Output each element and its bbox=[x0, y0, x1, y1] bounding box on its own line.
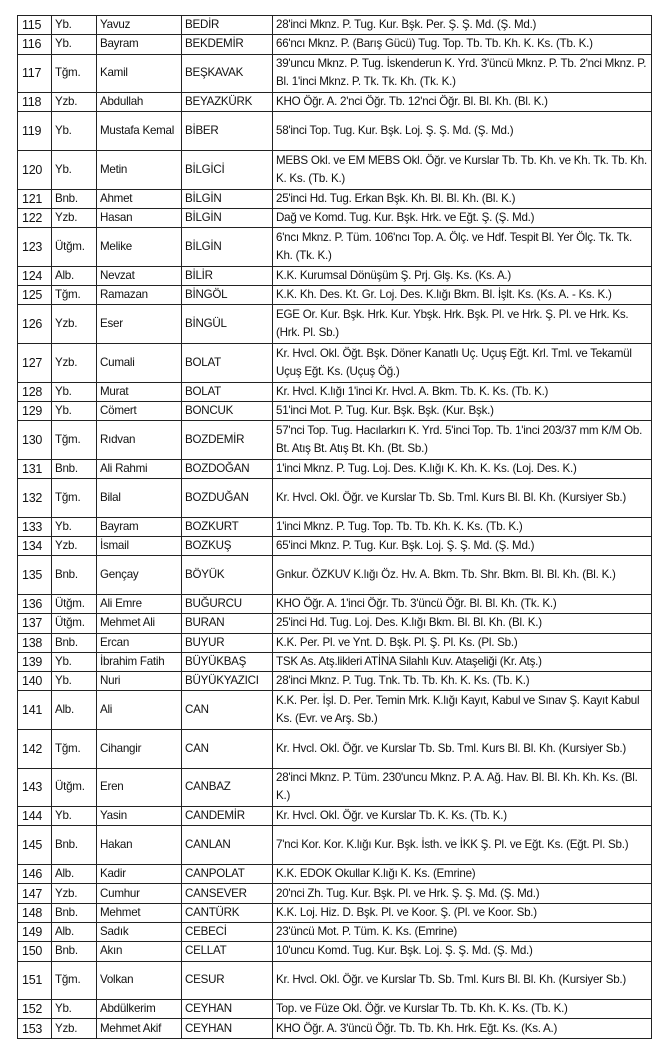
rank-cell: Yzb. bbox=[52, 1019, 97, 1038]
table-row bbox=[18, 305, 652, 344]
row-number: 126 bbox=[18, 305, 52, 344]
surname-cell: CANSEVER bbox=[182, 884, 273, 903]
first-name-cell: Kamil bbox=[97, 54, 182, 93]
surname-cell: BEDİR bbox=[182, 16, 273, 35]
rank-cell: Yb. bbox=[52, 112, 97, 151]
surname-cell: CAN bbox=[182, 729, 273, 768]
rank-cell: Bnb. bbox=[52, 556, 97, 595]
table-row bbox=[18, 151, 652, 190]
first-name-cell: Bilal bbox=[97, 479, 182, 518]
rank-cell: Ütğm. bbox=[52, 228, 97, 267]
surname-cell: BURAN bbox=[182, 614, 273, 633]
rank-cell: Yb. bbox=[52, 382, 97, 401]
rank-cell: Ütğm. bbox=[52, 768, 97, 807]
rank-cell: Tğm. bbox=[52, 479, 97, 518]
first-name-cell: Metin bbox=[97, 151, 182, 190]
row-number: 144 bbox=[18, 807, 52, 826]
first-name-cell: Hasan bbox=[97, 208, 182, 227]
table-row bbox=[18, 768, 652, 807]
rank-cell: Bnb. bbox=[52, 942, 97, 961]
personnel-table bbox=[17, 15, 652, 1039]
row-number: 125 bbox=[18, 286, 52, 305]
rank-cell: Ütğm. bbox=[52, 594, 97, 613]
first-name-cell: İbrahim Fatih bbox=[97, 652, 182, 671]
table-row bbox=[18, 903, 652, 922]
table-row bbox=[18, 942, 652, 961]
surname-cell: BÜYÜKBAŞ bbox=[182, 652, 273, 671]
surname-cell: BÖYÜK bbox=[182, 556, 273, 595]
row-number: 141 bbox=[18, 691, 52, 730]
row-number: 122 bbox=[18, 208, 52, 227]
assignment-cell: 7'nci Kor. Kor. K.lığı Kur. Bşk. İsth. ve İKK Ş. Pl. ve Eğt. Ks. (Eğt. Pl. Sb.) bbox=[273, 826, 652, 865]
row-number: 129 bbox=[18, 401, 52, 420]
surname-cell: CANBAZ bbox=[182, 768, 273, 807]
assignment-cell: Kr. Hvcl. Okl. Öğt. Bşk. Döner Kanatlı Uç. Uçuş Eğt. Krl. Tml. ve Tekamül Uçuş Eğt. Ks. (Uçuş Öğ.) bbox=[273, 344, 652, 383]
first-name-cell: İsmail bbox=[97, 537, 182, 556]
first-name-cell: Cumhur bbox=[97, 884, 182, 903]
assignment-cell: KHO Öğr. A. 1'inci Öğr. Tb. 3'üncü Öğr. Bl. Bl. Kh. (Tk. K.) bbox=[273, 594, 652, 613]
table-row bbox=[18, 614, 652, 633]
row-number: 139 bbox=[18, 652, 52, 671]
assignment-cell: K.K. Kurumsal Dönüşüm Ş. Prj. Glş. Ks. (Ks. A.) bbox=[273, 266, 652, 285]
row-number: 115 bbox=[18, 16, 52, 35]
surname-cell: BOLAT bbox=[182, 344, 273, 383]
first-name-cell: Cumali bbox=[97, 344, 182, 383]
assignment-cell: KHO Öğr. A. 3'üncü Öğr. Tb. Tb. Kh. Hrk. Eğt. Ks. (Ks. A.) bbox=[273, 1019, 652, 1038]
first-name-cell: Eser bbox=[97, 305, 182, 344]
rank-cell: Bnb. bbox=[52, 633, 97, 652]
assignment-cell: Kr. Hvcl. K.lığı 1'inci Kr. Hvcl. A. Bkm. Tb. K. Ks. (Tb. K.) bbox=[273, 382, 652, 401]
row-number: 119 bbox=[18, 112, 52, 151]
row-number: 132 bbox=[18, 479, 52, 518]
row-number: 150 bbox=[18, 942, 52, 961]
assignment-cell: KHO Öğr. A. 2'nci Öğr. Tb. 12'nci Öğr. Bl. Bl. Kh. (Bl. K.) bbox=[273, 93, 652, 112]
surname-cell: BOZDUĞAN bbox=[182, 479, 273, 518]
row-number: 134 bbox=[18, 537, 52, 556]
first-name-cell: Rıdvan bbox=[97, 421, 182, 460]
assignment-cell: 20'nci Zh. Tug. Kur. Bşk. Pl. ve Hrk. Ş. Ş. Md. (Ş. Md.) bbox=[273, 884, 652, 903]
first-name-cell: Kadir bbox=[97, 865, 182, 884]
first-name-cell: Hakan bbox=[97, 826, 182, 865]
surname-cell: BEŞKAVAK bbox=[182, 54, 273, 93]
surname-cell: BOZDOĞAN bbox=[182, 459, 273, 478]
surname-cell: BİNGÖL bbox=[182, 286, 273, 305]
table-row bbox=[18, 228, 652, 267]
row-number: 118 bbox=[18, 93, 52, 112]
rank-cell: Tğm. bbox=[52, 961, 97, 1000]
assignment-cell: Top. ve Füze Okl. Öğr. ve Kurslar Tb. Tb. Kh. K. Ks. (Tb. K.) bbox=[273, 1000, 652, 1019]
table-row bbox=[18, 1019, 652, 1038]
surname-cell: CEBECİ bbox=[182, 922, 273, 941]
table-row bbox=[18, 691, 652, 730]
assignment-cell: 1'inci Mknz. P. Tug. Top. Tb. Tb. Kh. K. Ks. (Tb. K.) bbox=[273, 517, 652, 536]
first-name-cell: Eren bbox=[97, 768, 182, 807]
table-row bbox=[18, 401, 652, 420]
surname-cell: CANDEMİR bbox=[182, 807, 273, 826]
table-row bbox=[18, 922, 652, 941]
surname-cell: BİBER bbox=[182, 112, 273, 151]
table-row bbox=[18, 266, 652, 285]
assignment-cell: K.K. Loj. Hiz. D. Bşk. Pl. ve Koor. Ş. (Pl. ve Koor. Sb.) bbox=[273, 903, 652, 922]
row-number: 152 bbox=[18, 1000, 52, 1019]
assignment-cell: 10'uncu Komd. Tug. Kur. Bşk. Loj. Ş. Ş. Md. (Ş. Md.) bbox=[273, 942, 652, 961]
assignment-cell: 57'nci Top. Tug. Hacılarkırı K. Yrd. 5'inci Top. Tb. 1'inci 203/37 mm K/M Ob. Bt. Atış Bt. Atış Bt. Kh. (Bt. Sb.) bbox=[273, 421, 652, 460]
table-row bbox=[18, 35, 652, 54]
table-row bbox=[18, 961, 652, 1000]
row-number: 143 bbox=[18, 768, 52, 807]
first-name-cell: Abdülkerim bbox=[97, 1000, 182, 1019]
first-name-cell: Yavuz bbox=[97, 16, 182, 35]
first-name-cell: Nuri bbox=[97, 672, 182, 691]
rank-cell: Alb. bbox=[52, 922, 97, 941]
table-row bbox=[18, 672, 652, 691]
rank-cell: Yb. bbox=[52, 652, 97, 671]
surname-cell: BEKDEMİR bbox=[182, 35, 273, 54]
table-row bbox=[18, 1000, 652, 1019]
assignment-cell: 23'üncü Mot. P. Tüm. K. Ks. (Emrine) bbox=[273, 922, 652, 941]
first-name-cell: Nevzat bbox=[97, 266, 182, 285]
table-row bbox=[18, 93, 652, 112]
table-row bbox=[18, 865, 652, 884]
surname-cell: BİLGİCİ bbox=[182, 151, 273, 190]
surname-cell: CANPOLAT bbox=[182, 865, 273, 884]
first-name-cell: Ercan bbox=[97, 633, 182, 652]
row-number: 121 bbox=[18, 189, 52, 208]
first-name-cell: Volkan bbox=[97, 961, 182, 1000]
surname-cell: BOLAT bbox=[182, 382, 273, 401]
surname-cell: CELLAT bbox=[182, 942, 273, 961]
surname-cell: BİLİR bbox=[182, 266, 273, 285]
assignment-cell: Dağ ve Komd. Tug. Kur. Bşk. Hrk. ve Eğt. Ş. (Ş. Md.) bbox=[273, 208, 652, 227]
first-name-cell: Mehmet bbox=[97, 903, 182, 922]
row-number: 138 bbox=[18, 633, 52, 652]
row-number: 127 bbox=[18, 344, 52, 383]
surname-cell: CANTÜRK bbox=[182, 903, 273, 922]
rank-cell: Yzb. bbox=[52, 208, 97, 227]
row-number: 130 bbox=[18, 421, 52, 460]
surname-cell: BOZDEMİR bbox=[182, 421, 273, 460]
assignment-cell: MEBS Okl. ve EM MEBS Okl. Öğr. ve Kurslar Tb. Tb. Kh. ve Kh. Tk. Tb. Kh. K. Ks. (Tb. K.) bbox=[273, 151, 652, 190]
assignment-cell: K.K. Per. Pl. ve Ynt. D. Bşk. Pl. Ş. Pl. Ks. (Pl. Sb.) bbox=[273, 633, 652, 652]
table-row bbox=[18, 16, 652, 35]
table-row bbox=[18, 479, 652, 518]
rank-cell: Bnb. bbox=[52, 459, 97, 478]
rank-cell: Ütğm. bbox=[52, 614, 97, 633]
table-row bbox=[18, 729, 652, 768]
table-row bbox=[18, 594, 652, 613]
assignment-cell: Gnkur. ÖZKUV K.lığı Öz. Hv. A. Bkm. Tb. Shr. Bkm. Bl. Bl. Kh. (Bl. K.) bbox=[273, 556, 652, 595]
rank-cell: Bnb. bbox=[52, 903, 97, 922]
table-row bbox=[18, 421, 652, 460]
table-row bbox=[18, 344, 652, 383]
surname-cell: BİLGİN bbox=[182, 208, 273, 227]
table-row bbox=[18, 517, 652, 536]
row-number: 153 bbox=[18, 1019, 52, 1038]
rank-cell: Alb. bbox=[52, 266, 97, 285]
first-name-cell: Mustafa Kemal bbox=[97, 112, 182, 151]
first-name-cell: Cömert bbox=[97, 401, 182, 420]
rank-cell: Yzb. bbox=[52, 884, 97, 903]
assignment-cell: TSK As. Atş.likleri ATİNA Silahlı Kuv. Ataşeliği (Kr. Atş.) bbox=[273, 652, 652, 671]
assignment-cell: K.K. Per. İşl. D. Per. Temin Mrk. K.lığı Kayıt, Kabul ve Sınav Ş. Kayıt Kabul Ks. (Evr. ve Arş. Sb.) bbox=[273, 691, 652, 730]
rank-cell: Yb. bbox=[52, 672, 97, 691]
surname-cell: BÜYÜKYAZICI bbox=[182, 672, 273, 691]
surname-cell: CEYHAN bbox=[182, 1000, 273, 1019]
assignment-cell: 28'inci Mknz. P. Tüm. 230'uncu Mknz. P. A. Ağ. Hav. Bl. Bl. Kh. Kh. Ks. (Bl. K.) bbox=[273, 768, 652, 807]
assignment-cell: 25'inci Hd. Tug. Loj. Des. K.lığı Bkm. Bl. Bl. Kh. (Bl. K.) bbox=[273, 614, 652, 633]
table-row bbox=[18, 633, 652, 652]
rank-cell: Yzb. bbox=[52, 93, 97, 112]
assignment-cell: Kr. Hvcl. Okl. Öğr. ve Kurslar Tb. Sb. Tml. Kurs Bl. Bl. Kh. (Kursiyer Sb.) bbox=[273, 961, 652, 1000]
row-number: 142 bbox=[18, 729, 52, 768]
rank-cell: Yb. bbox=[52, 16, 97, 35]
first-name-cell: Ali bbox=[97, 691, 182, 730]
personnel-table-body bbox=[18, 16, 652, 1039]
rank-cell: Bnb. bbox=[52, 189, 97, 208]
table-row bbox=[18, 208, 652, 227]
surname-cell: BİLGİN bbox=[182, 228, 273, 267]
row-number: 151 bbox=[18, 961, 52, 1000]
table-row bbox=[18, 884, 652, 903]
first-name-cell: Ali Rahmi bbox=[97, 459, 182, 478]
rank-cell: Alb. bbox=[52, 691, 97, 730]
first-name-cell: Ramazan bbox=[97, 286, 182, 305]
row-number: 133 bbox=[18, 517, 52, 536]
surname-cell: BİLGİN bbox=[182, 189, 273, 208]
assignment-cell: 66'ncı Mknz. P. (Barış Gücü) Tug. Top. Tb. Tb. Kh. K. Ks. (Tb. K.) bbox=[273, 35, 652, 54]
rank-cell: Yzb. bbox=[52, 305, 97, 344]
row-number: 128 bbox=[18, 382, 52, 401]
row-number: 145 bbox=[18, 826, 52, 865]
surname-cell: BUYUR bbox=[182, 633, 273, 652]
assignment-cell: Kr. Hvcl. Okl. Öğr. ve Kurslar Tb. Sb. Tml. Kurs Bl. Bl. Kh. (Kursiyer Sb.) bbox=[273, 479, 652, 518]
first-name-cell: Ali Emre bbox=[97, 594, 182, 613]
table-row bbox=[18, 112, 652, 151]
rank-cell: Alb. bbox=[52, 865, 97, 884]
rank-cell: Yb. bbox=[52, 35, 97, 54]
first-name-cell: Ahmet bbox=[97, 189, 182, 208]
rank-cell: Tğm. bbox=[52, 729, 97, 768]
row-number: 135 bbox=[18, 556, 52, 595]
row-number: 149 bbox=[18, 922, 52, 941]
row-number: 136 bbox=[18, 594, 52, 613]
rank-cell: Bnb. bbox=[52, 826, 97, 865]
table-row bbox=[18, 556, 652, 595]
first-name-cell: Mehmet Akif bbox=[97, 1019, 182, 1038]
surname-cell: CESUR bbox=[182, 961, 273, 1000]
surname-cell: BİNGÜL bbox=[182, 305, 273, 344]
surname-cell: BOZKUŞ bbox=[182, 537, 273, 556]
table-row bbox=[18, 286, 652, 305]
rank-cell: Yb. bbox=[52, 517, 97, 536]
assignment-cell: EGE Or. Kur. Bşk. Hrk. Kur. Ybşk. Hrk. Bşk. Pl. ve Hrk. Ş. Pl. ve Hrk. Ks. (Hrk. Pl. Sb.) bbox=[273, 305, 652, 344]
row-number: 140 bbox=[18, 672, 52, 691]
row-number: 116 bbox=[18, 35, 52, 54]
assignment-cell: 6'ncı Mknz. P. Tüm. 106'ncı Top. A. Ölç. ve Hdf. Tespit Bl. Yer Ölç. Tk. Tk. Kh. (Tk. K.) bbox=[273, 228, 652, 267]
first-name-cell: Gençay bbox=[97, 556, 182, 595]
first-name-cell: Abdullah bbox=[97, 93, 182, 112]
surname-cell: BEYAZKÜRK bbox=[182, 93, 273, 112]
first-name-cell: Mehmet Ali bbox=[97, 614, 182, 633]
assignment-cell: K.K. EDOK Okullar K.lığı K. Ks. (Emrine) bbox=[273, 865, 652, 884]
row-number: 117 bbox=[18, 54, 52, 93]
first-name-cell: Melike bbox=[97, 228, 182, 267]
assignment-cell: 1'inci Mknz. P. Tug. Loj. Des. K.lığı K. Kh. K. Ks. (Loj. Des. K.) bbox=[273, 459, 652, 478]
first-name-cell: Cihangir bbox=[97, 729, 182, 768]
table-row bbox=[18, 652, 652, 671]
table-row bbox=[18, 54, 652, 93]
rank-cell: Yzb. bbox=[52, 537, 97, 556]
assignment-cell: 58'inci Top. Tug. Kur. Bşk. Loj. Ş. Ş. Md. (Ş. Md.) bbox=[273, 112, 652, 151]
rank-cell: Tğm. bbox=[52, 54, 97, 93]
assignment-cell: 25'inci Hd. Tug. Erkan Bşk. Kh. Bl. Bl. Kh. (Bl. K.) bbox=[273, 189, 652, 208]
assignment-cell: 65'inci Mknz. P. Tug. Kur. Bşk. Loj. Ş. Ş. Md. (Ş. Md.) bbox=[273, 537, 652, 556]
rank-cell: Yb. bbox=[52, 807, 97, 826]
rank-cell: Yb. bbox=[52, 401, 97, 420]
surname-cell: CANLAN bbox=[182, 826, 273, 865]
assignment-cell: Kr. Hvcl. Okl. Öğr. ve Kurslar Tb. Sb. Tml. Kurs Bl. Bl. Kh. (Kursiyer Sb.) bbox=[273, 729, 652, 768]
table-row bbox=[18, 459, 652, 478]
surname-cell: BONCUK bbox=[182, 401, 273, 420]
row-number: 148 bbox=[18, 903, 52, 922]
row-number: 131 bbox=[18, 459, 52, 478]
row-number: 147 bbox=[18, 884, 52, 903]
assignment-cell: 51'inci Mot. P. Tug. Kur. Bşk. Bşk. (Kur. Bşk.) bbox=[273, 401, 652, 420]
first-name-cell: Murat bbox=[97, 382, 182, 401]
rank-cell: Yb. bbox=[52, 1000, 97, 1019]
surname-cell: BUĞURCU bbox=[182, 594, 273, 613]
table-row bbox=[18, 537, 652, 556]
row-number: 137 bbox=[18, 614, 52, 633]
table-row bbox=[18, 382, 652, 401]
surname-cell: CAN bbox=[182, 691, 273, 730]
assignment-cell: 39'uncu Mknz. P. Tug. İskenderun K. Yrd. 3'üncü Mknz. P. Tb. 2'nci Mknz. P. Bl. 1'inci Mknz. P. Tk. Tk. Kh. (Tk. K.) bbox=[273, 54, 652, 93]
assignment-cell: K.K. Kh. Des. Kt. Gr. Loj. Des. K.lığı Bkm. Bl. İşlt. Ks. (Ks. A. - Ks. K.) bbox=[273, 286, 652, 305]
assignment-cell: 28'inci Mknz. P. Tug. Tnk. Tb. Tb. Kh. K. Ks. (Tb. K.) bbox=[273, 672, 652, 691]
assignment-cell: 28'inci Mknz. P. Tug. Kur. Bşk. Per. Ş. Ş. Md. (Ş. Md.) bbox=[273, 16, 652, 35]
row-number: 124 bbox=[18, 266, 52, 285]
table-row bbox=[18, 807, 652, 826]
first-name-cell: Sadık bbox=[97, 922, 182, 941]
row-number: 123 bbox=[18, 228, 52, 267]
first-name-cell: Akın bbox=[97, 942, 182, 961]
first-name-cell: Bayram bbox=[97, 517, 182, 536]
first-name-cell: Bayram bbox=[97, 35, 182, 54]
surname-cell: CEYHAN bbox=[182, 1019, 273, 1038]
row-number: 120 bbox=[18, 151, 52, 190]
row-number: 146 bbox=[18, 865, 52, 884]
rank-cell: Tğm. bbox=[52, 286, 97, 305]
rank-cell: Yb. bbox=[52, 151, 97, 190]
first-name-cell: Yasin bbox=[97, 807, 182, 826]
rank-cell: Yzb. bbox=[52, 344, 97, 383]
table-row bbox=[18, 826, 652, 865]
rank-cell: Tğm. bbox=[52, 421, 97, 460]
assignment-cell: Kr. Hvcl. Okl. Öğr. ve Kurslar Tb. K. Ks. (Tb. K.) bbox=[273, 807, 652, 826]
table-row bbox=[18, 189, 652, 208]
surname-cell: BOZKURT bbox=[182, 517, 273, 536]
